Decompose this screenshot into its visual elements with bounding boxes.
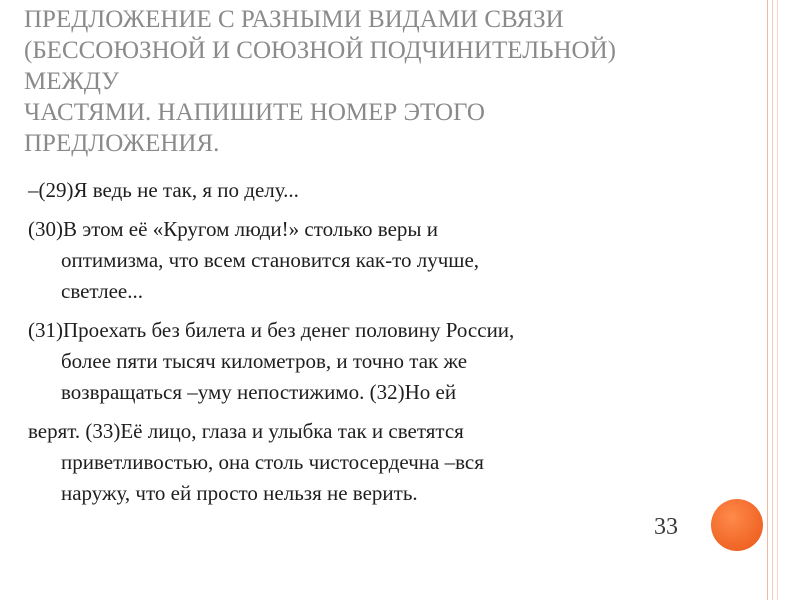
page-number: 33 xyxy=(654,514,678,540)
paragraph-30 xyxy=(28,214,748,307)
paragraph-line: приветливостью, она столь чистосердечна –вся xyxy=(61,450,484,474)
decorative-border-line xyxy=(767,0,768,600)
paragraph-line: наружу, что ей просто нельзя не верить. xyxy=(61,481,418,505)
paragraph-line: возвращаться –уму непостижимо. (32)Но ей xyxy=(61,380,457,404)
paragraph-33 xyxy=(28,416,748,509)
paragraph-line: –(29)Я ведь не так, я по делу... xyxy=(28,178,299,202)
slide-title xyxy=(24,4,764,159)
title-line: МЕЖДУ xyxy=(24,68,119,95)
paragraph-31 xyxy=(28,315,748,408)
paragraph-line: оптимизма, что всем становится как-то лучше, xyxy=(61,248,480,272)
decorative-border-line xyxy=(777,0,778,600)
orange-circle-icon xyxy=(711,499,763,551)
title-line: ПРЕДЛОЖЕНИЯ. xyxy=(24,130,220,157)
paragraph-line: (30)В этом её «Кругом люди!» столько веры и xyxy=(28,217,439,241)
paragraph-line: верят. (33)Её лицо, глаза и улыбка так и светятся xyxy=(28,419,464,443)
paragraph-line: более пяти тысяч километров, и точно так же xyxy=(61,349,468,373)
paragraph-line: светлее... xyxy=(61,279,143,303)
paragraph-29 xyxy=(28,175,748,206)
slide-body xyxy=(28,175,748,517)
title-line: ЧАСТЯМИ. НАПИШИТЕ НОМЕР ЭТОГО xyxy=(24,99,485,126)
title-line: (БЕССОЮЗНОЙ И СОЮЗНОЙ ПОДЧИНИТЕЛЬНОЙ) xyxy=(24,37,616,64)
title-line: ПРЕДЛОЖЕНИЕ С РАЗНЫМИ ВИДАМИ СВЯЗИ xyxy=(24,6,564,33)
paragraph-line: (31)Проехать без билета и без денег половину России, xyxy=(28,318,515,342)
decorative-border-line xyxy=(772,0,773,600)
